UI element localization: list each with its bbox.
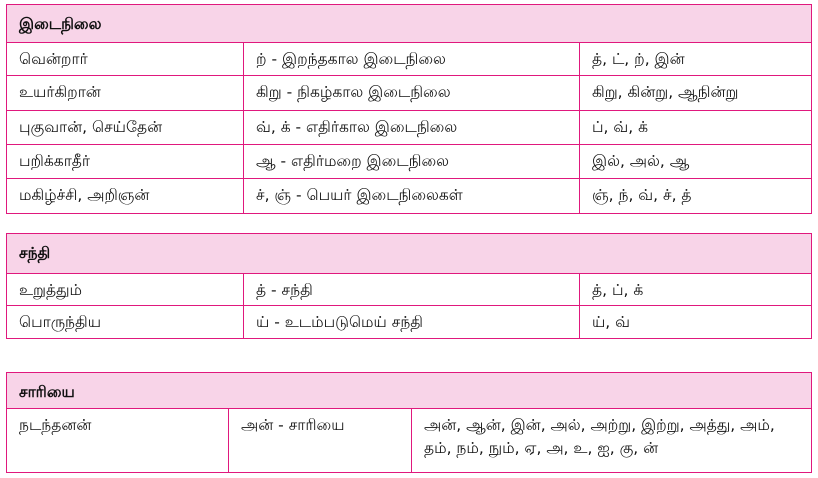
particle-list: த், ட், ற், இன் xyxy=(580,43,812,76)
particle-description: வ், க் - எதிர்கால இடைநிலை xyxy=(244,111,580,145)
table-row xyxy=(7,179,812,214)
particle-list: ய், வ் xyxy=(580,306,812,339)
particle-list: கிறு, கின்று, ஆநின்று xyxy=(580,76,812,111)
particle-list: இல், அல், ஆ xyxy=(580,145,812,179)
section-title: சாரியை xyxy=(7,373,812,409)
example-word: பொருந்திய xyxy=(7,306,244,339)
example-word: புகுவான், செய்தேன் xyxy=(7,111,244,145)
table-row xyxy=(7,111,812,145)
table-row xyxy=(7,145,812,179)
particle-description: அன் - சாரியை xyxy=(229,409,412,473)
particle-description: ற் - இறந்தகால இடைநிலை xyxy=(244,43,580,76)
table-row xyxy=(7,76,812,111)
table-idainilai xyxy=(6,4,812,214)
table-row xyxy=(7,409,812,473)
section-title: சந்தி xyxy=(7,234,812,274)
table-row xyxy=(7,274,812,306)
particle-list: ஞ், ந், வ், ச், த் xyxy=(580,179,812,214)
example-word: பறிக்காதீர் xyxy=(7,145,244,179)
example-word: உறுத்தும் xyxy=(7,274,244,306)
example-word: நடந்தனன் xyxy=(7,409,229,473)
particle-list: ப், வ், க் xyxy=(580,111,812,145)
example-word: மகிழ்ச்சி, அறிஞன் xyxy=(7,179,244,214)
table-row xyxy=(7,306,812,339)
table-header-row xyxy=(7,5,812,43)
particle-list: அன், ஆன், இன், அல், அற்று, இற்று, அத்து, அம், தம், நம், நும், ஏ, அ, உ, ஐ, கு, ன் xyxy=(412,409,812,473)
particle-list: த், ப், க் xyxy=(580,274,812,306)
particle-description: கிறு - நிகழ்கால இடைநிலை xyxy=(244,76,580,111)
section-title: இடைநிலை xyxy=(7,5,812,43)
table-header-row xyxy=(7,373,812,409)
table-sariyai xyxy=(6,372,812,473)
particle-description: ய் - உடம்படுமெய் சந்தி xyxy=(244,306,580,339)
table-header-row xyxy=(7,234,812,274)
particle-description: ஆ - எதிர்மறை இடைநிலை xyxy=(244,145,580,179)
table-row xyxy=(7,43,812,76)
example-word: உயர்கிறான் xyxy=(7,76,244,111)
table-santhi xyxy=(6,233,812,339)
example-word: வென்றார் xyxy=(7,43,244,76)
particle-description: த் - சந்தி xyxy=(244,274,580,306)
particle-description: ச், ஞ் - பெயர் இடைநிலைகள் xyxy=(244,179,580,214)
